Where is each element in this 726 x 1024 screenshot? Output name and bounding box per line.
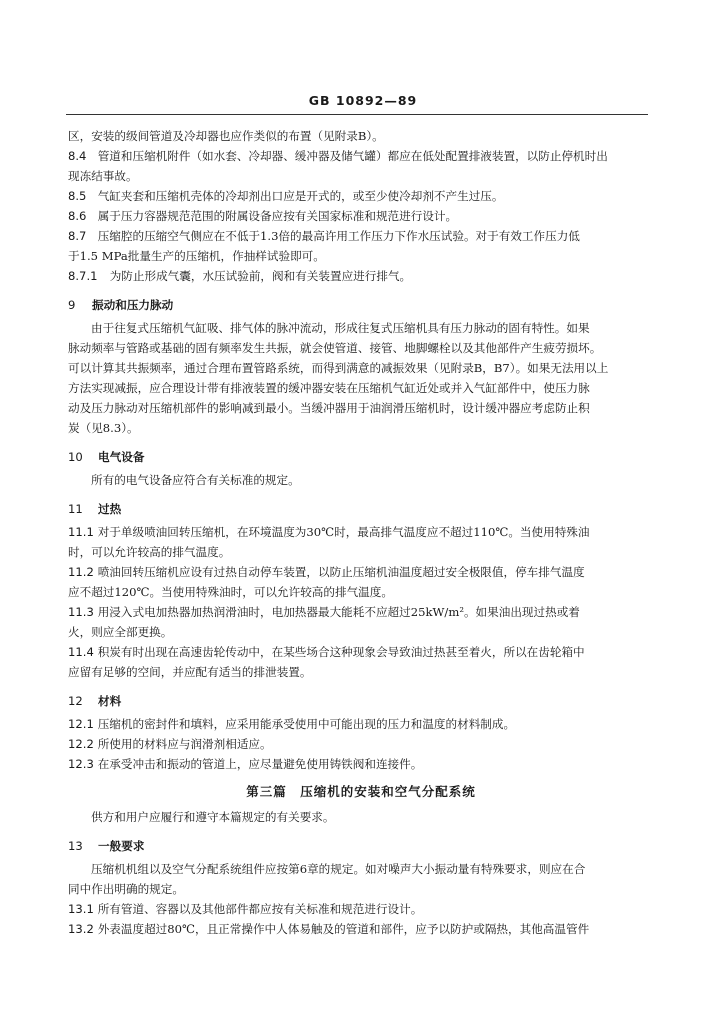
section-number: 13 [68,839,83,853]
section-title: 振动和压力脉动 [92,298,174,312]
clause-8-6 [68,206,654,226]
section-title: 电气设备 [98,450,145,464]
section-title: 过热 [98,502,122,516]
clause-text: 用浸入式电加热器加热润滑油时，电加热器最大能耗不应超过25kW/m²。如果油出现过热或着 [97,605,580,619]
clause-text: 积炭有时出现在高速齿轮传动中，在某些场合这种现象会导致油过热甚至着火，所以在齿轮箱中 [97,645,585,659]
clause-number: 8.7 [68,229,87,243]
text-line: 应留有足够的空间，并应配有适当的排泄装置。 [68,665,312,679]
paragraph-line: 方法实现减振，应合理设计带有排液装置的缓冲器安装在压缩机气缸近处或并入气缸部件中，使压力脉 [68,381,590,395]
clause-number: 11.1 [68,525,94,539]
clause-13-1 [68,899,654,919]
clause-number: 12.3 [68,757,94,771]
clause-number: 11.2 [68,565,94,579]
clause-11-1 [68,522,654,542]
section-heading-11 [68,499,654,519]
paragraph-line: 动及压力脉动对压缩机部件的影响减到最小。当缓冲器用于油润滑压缩机时，设计缓冲器应考虑防止积 [68,401,590,415]
clause-text: 属于压力容器规范范围的附属设备应按有关国家标准和规范进行设计。 [97,209,458,223]
section-number: 12 [68,694,83,708]
clause-8-7 [68,226,654,246]
section-number: 11 [68,502,83,516]
clause-text: 管道和压缩机附件（如水套、冷却器、缓冲器及储气罐）都应在低处配置排液装置，以防止停机时出 [97,149,608,163]
clause-text: 外表温度超过80℃，且正常操作中人体易触及的管道和部件，应予以防护或隔热，其他高温管件 [97,922,590,936]
document-header: GB 10892—89 [308,93,418,108]
text-line: 时，可以允许较高的排气温度。 [68,545,231,559]
clause-number: 13.1 [68,902,94,916]
clause-number: 13.2 [68,922,94,936]
paragraph-line: 脉动频率与管路或基础的固有频率发生共振，就会使管道、接管、地脚螺栓以及其他部件产生疲劳损坏。 [68,341,602,355]
section-title: 材料 [98,694,122,708]
section-number: 10 [68,450,83,464]
paragraph-line: 供方和用户应履行和遵守本篇规定的有关要求。 [91,810,335,824]
section-heading-12 [68,691,654,711]
text-line: 火，则应全部更换。 [68,625,173,639]
text-line: 现冻结事故。 [68,169,138,183]
paragraph-line: 同中作出明确的规定。 [68,882,184,896]
clause-number: 11.4 [68,645,94,659]
clause-number: 8.6 [68,209,87,223]
part-title: 第三篇 压缩机的安装和空气分配系统 [246,784,476,799]
clause-8-7-1 [68,266,654,286]
clause-number: 12.1 [68,717,94,731]
clause-11-2 [68,562,654,582]
paragraph-line: 可以计算其共振频率，通过合理布置管路系统，而得到满意的减振效果（见附录B，B7）。如果无法用以上 [68,361,609,375]
clause-text: 在承受冲击和振动的管道上，应尽量避免使用铸铁阀和连接件。 [97,757,423,771]
clause-text: 压缩腔的压缩空气侧应在不低于1.3倍的最高许用工作压力下作水压试验。对于有效工作压力低 [97,229,580,243]
clause-number: 12.2 [68,737,94,751]
clause-13-2 [68,919,654,939]
clause-12-2 [68,734,654,754]
clause-12-3 [68,754,654,774]
clause-text: 喷油回转压缩机应设有过热自动停车装置，以防止压缩机油温度超过安全极限值，停车排气温度 [97,565,585,579]
section-heading-13 [68,836,654,856]
clause-text: 所使用的材料应与润滑剂相适应。 [97,737,272,751]
clause-number: 8.4 [68,149,87,163]
clause-text: 所有管道、容器以及其他部件都应按有关标准和规范进行设计。 [97,902,423,916]
document-body [68,126,654,939]
text-line: 区，安装的级间管道及冷却器也应作类似的布置（见附录B）。 [68,129,384,143]
text-line: 于1.5 MPa批量生产的压缩机，作抽样试验即可。 [68,249,325,263]
paragraph-line: 压缩机机组以及空气分配系统组件应按第6章的规定。如对噪声大小振动量有特殊要求，则应在合 [91,862,586,876]
clause-text: 为防止形成气囊，水压试验前，阀和有关装置应进行排气。 [109,269,412,283]
clause-8-4 [68,146,654,166]
clause-number: 8.5 [68,189,87,203]
clause-text: 气缸夹套和压缩机壳体的冷却剂出口应是开式的，或至少使冷却剂不产生过压。 [97,189,504,203]
clause-8-5 [68,186,654,206]
section-number: 9 [68,298,76,312]
clause-text: 压缩机的密封件和填料，应采用能承受使用中可能出现的压力和温度的材料制成。 [97,717,516,731]
section-heading-9 [68,295,654,315]
section-title: 一般要求 [98,839,145,853]
text-line: 应不超过120℃。当使用特殊油时，可以允许较高的排气温度。 [68,585,393,599]
clause-12-1 [68,714,654,734]
paragraph-line: 由于往复式压缩机气缸吸、排气体的脉冲流动，形成往复式压缩机具有压力脉动的固有特性。如果 [91,321,590,335]
clause-11-4 [68,642,654,662]
header-rule [66,114,648,115]
section-heading-10 [68,447,654,467]
clause-11-3 [68,602,654,622]
paragraph-line: 所有的电气设备应符合有关标准的规定。 [91,473,300,487]
paragraph-line: 炭（见8.3）。 [68,421,139,435]
clause-number: 11.3 [68,605,94,619]
clause-text: 对于单级喷油回转压缩机，在环境温度为30℃时，最高排气温度应不超过110℃。当使用特殊油 [97,525,590,539]
clause-number: 8.7.1 [68,269,98,283]
